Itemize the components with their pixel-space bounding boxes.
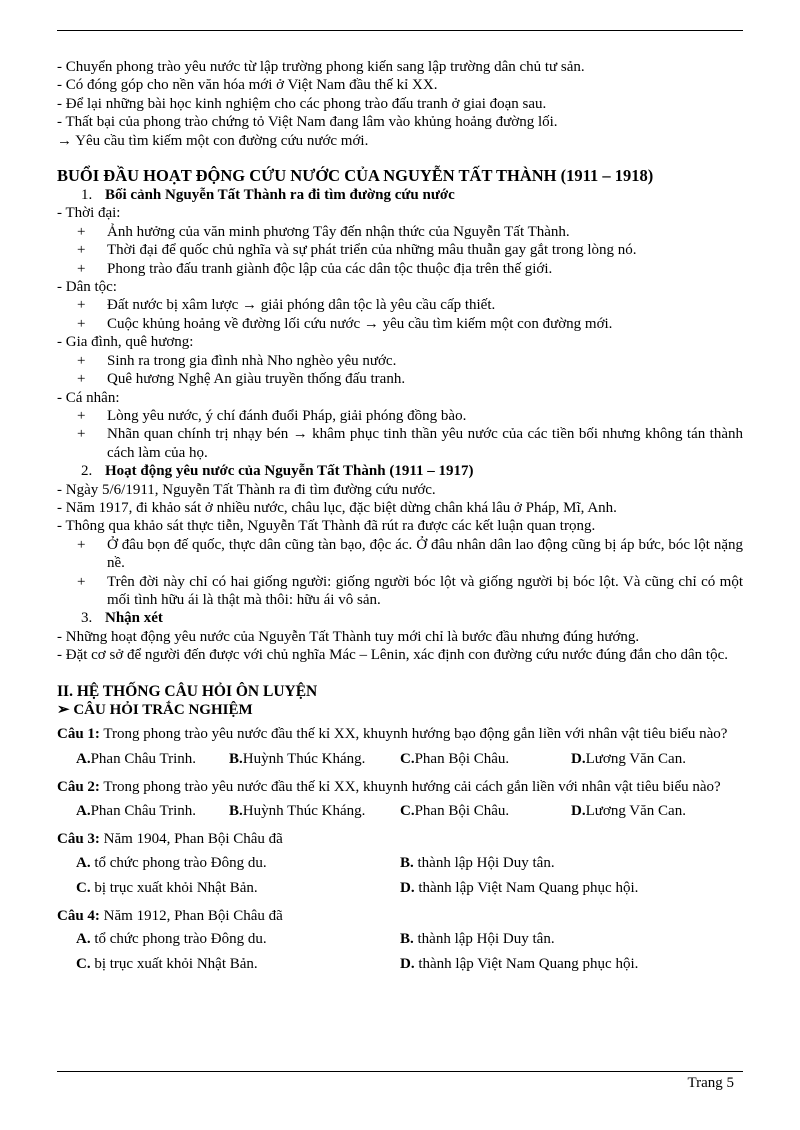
activity-line: - Ngày 5/6/1911, Nguyễn Tất Thành ra đi tìm đường cứu nước. xyxy=(57,481,436,498)
header-rule xyxy=(57,30,743,31)
bullet-item xyxy=(57,370,743,388)
options-row xyxy=(57,927,743,952)
question-label: Câu 2: xyxy=(57,778,100,795)
plus-icon: + xyxy=(77,315,86,332)
option-text: thành lập Việt Nam Quang phục hội. xyxy=(414,879,639,896)
subsection-2 xyxy=(57,462,743,480)
option-c[interactable] xyxy=(76,876,400,901)
option-letter: C. xyxy=(76,879,91,896)
intro-line: - Để lại những bài học kinh nghiệm cho các phong trào đấu tranh ở giai đoạn sau. xyxy=(57,95,547,112)
option-letter: D. xyxy=(571,803,586,820)
option-d[interactable] xyxy=(400,952,638,977)
option-c[interactable] xyxy=(400,746,571,772)
section-heading: BUỔI ĐẦU HOẠT ĐỘNG CỨU NƯỚC CỦA NGUYỄN TẤT THÀNH (1911 – 1918) xyxy=(57,166,654,186)
plus-icon: + xyxy=(77,407,86,424)
option-letter: B. xyxy=(400,854,414,871)
options-row xyxy=(57,746,743,772)
subsection-number: 1. xyxy=(81,187,93,204)
question-4 xyxy=(57,905,743,928)
subsection-number: 3. xyxy=(81,610,93,627)
bullet-text: Trên đời này chỉ có hai giống người: giống người bóc lột và giống người bị bóc lột. Và cũng chỉ có một mối tình hữu ái là thật mà thôi: hữu ái vô sản. xyxy=(107,573,743,608)
plus-icon: + xyxy=(77,242,86,259)
activity-line: - Năm 1917, đi khảo sát ở nhiều nước, châu lục, đặc biệt dừng chân khá lâu ở Pháp, Mĩ, Anh. xyxy=(57,499,617,516)
option-letter: A. xyxy=(76,931,91,948)
option-letter: A. xyxy=(76,854,91,871)
option-letter: B. xyxy=(229,803,243,820)
option-text: Phan Châu Trinh. xyxy=(90,750,197,767)
intro-line: - Có đóng góp cho nền văn hóa mới ở Việt Nam đầu thế kỉ XX. xyxy=(57,77,438,94)
option-c[interactable] xyxy=(400,798,571,824)
bullet-item xyxy=(57,425,743,462)
options-row xyxy=(57,851,743,876)
bullet-item xyxy=(57,260,743,278)
option-letter: D. xyxy=(571,750,586,767)
option-letter: A. xyxy=(76,803,91,820)
subsection-title: Bối cảnh Nguyễn Tất Thành ra đi tìm đường cứu nước xyxy=(105,187,455,204)
plus-icon: + xyxy=(77,573,86,590)
option-d[interactable] xyxy=(571,798,686,824)
option-letter: A. xyxy=(76,750,91,767)
option-d[interactable] xyxy=(400,876,638,901)
option-letter: B. xyxy=(400,931,414,948)
bullet-text: Lòng yêu nước, ý chí đánh đuổi Pháp, giải phóng đồng bào. xyxy=(107,407,467,424)
option-d[interactable] xyxy=(571,746,686,772)
bullet-text: Nhãn quan chính trị nhạy bén → khâm phục tinh thần yêu nước của các tiền bối nhưng không tán thành cách làm của họ. xyxy=(107,426,743,461)
page-number: Trang 5 xyxy=(687,1075,734,1091)
bullet-text: Đất nước bị xâm lược → giải phóng dân tộc là yêu cầu cấp thiết. xyxy=(107,297,496,314)
bullet-item xyxy=(57,407,743,425)
option-b[interactable] xyxy=(229,746,400,772)
option-letter: D. xyxy=(400,956,415,973)
options-row xyxy=(57,952,743,977)
option-a[interactable] xyxy=(76,746,229,772)
page-content xyxy=(57,58,743,977)
option-letter: C. xyxy=(76,956,91,973)
option-text: bị trục xuất khỏi Nhật Bản. xyxy=(90,879,258,896)
bullet-item xyxy=(57,573,743,610)
plus-icon: + xyxy=(77,536,86,553)
mc-heading: ➢ CÂU HỎI TRẮC NGHIỆM xyxy=(57,702,253,718)
option-letter: B. xyxy=(229,750,243,767)
plus-icon: + xyxy=(77,297,86,314)
option-a[interactable] xyxy=(76,851,400,876)
remark-line: - Đặt cơ sở để người đến được với chủ nghĩa Mác – Lênin, xác định con đường cứu nước đúng đắn cho dân tộc. xyxy=(57,647,729,664)
option-b[interactable] xyxy=(229,798,400,824)
option-b[interactable] xyxy=(400,851,555,876)
question-2 xyxy=(57,776,743,799)
subsection-number: 2. xyxy=(81,463,93,480)
option-text: thành lập Việt Nam Quang phục hội. xyxy=(414,956,639,973)
remark-line: - Những hoạt động yêu nước của Nguyễn Tất Thành tuy mới chỉ là bước đầu nhưng đúng hướng. xyxy=(57,628,640,645)
question-3 xyxy=(57,828,743,851)
question-text: Trong phong trào yêu nước đầu thế kỉ XX, khuynh hướng bạo động gắn liền với nhân vật tiêu biểu nào? xyxy=(99,726,728,743)
question-label: Câu 1: xyxy=(57,726,100,743)
option-text: Huỳnh Thúc Kháng. xyxy=(242,750,366,767)
bullet-text: Cuộc khủng hoảng về đường lối cứu nước → yêu cầu tìm kiếm một con đường mới. xyxy=(107,315,613,332)
option-text: thành lập Hội Duy tân. xyxy=(413,854,555,871)
option-letter: C. xyxy=(400,750,415,767)
plus-icon: + xyxy=(77,371,86,388)
option-text: Phan Bội Châu. xyxy=(414,803,510,820)
question-text: Năm 1904, Phan Bội Châu đã xyxy=(99,831,283,848)
subsection-3 xyxy=(57,609,743,627)
plus-icon: + xyxy=(77,260,86,277)
question-text: Trong phong trào yêu nước đầu thế kỉ XX, khuynh hướng cải cách gắn liền với nhân vật tiêu biểu nào? xyxy=(99,778,721,795)
intro-line: → Yêu cầu tìm kiếm một con đường cứu nước mới. xyxy=(57,132,369,149)
options-row xyxy=(57,798,743,824)
bullet-item xyxy=(57,352,743,370)
option-text: Lương Văn Can. xyxy=(585,803,686,820)
option-a[interactable] xyxy=(76,798,229,824)
bullet-text: Ảnh hưởng của văn minh phương Tây đến nhận thức của Nguyễn Tất Thành. xyxy=(107,223,570,240)
bullet-text: Phong trào đấu tranh giành độc lập của các dân tộc thuộc địa trên thế giới. xyxy=(107,260,553,277)
option-text: Phan Châu Trinh. xyxy=(90,803,197,820)
option-text: Lương Văn Can. xyxy=(585,750,686,767)
activity-line: - Thông qua khảo sát thực tiễn, Nguyễn Tất Thành đã rút ra được các kết luận quan trọng. xyxy=(57,518,596,535)
intro-line: - Chuyển phong trào yêu nước từ lập trường phong kiến sang lập trường dân chủ tư sản. xyxy=(57,59,585,75)
option-text: tổ chức phong trào Đông du. xyxy=(90,854,267,871)
option-b[interactable] xyxy=(400,927,555,952)
bullet-text: Quê hương Nghệ An giàu truyền thống đấu tranh. xyxy=(107,371,406,388)
option-letter: C. xyxy=(400,803,415,820)
bullet-item xyxy=(57,315,743,333)
option-text: tổ chức phong trào Đông du. xyxy=(90,931,267,948)
plus-icon: + xyxy=(77,426,86,443)
option-text: Huỳnh Thúc Kháng. xyxy=(242,803,366,820)
plus-icon: + xyxy=(77,352,86,369)
category-label: - Gia đình, quê hương: xyxy=(57,334,194,351)
bullet-text: Thời đại để quốc chủ nghĩa và sự phát triển của những mâu thuẫn gay gắt trong lòng nó. xyxy=(107,242,637,259)
question-text: Năm 1912, Phan Bội Châu đã xyxy=(99,907,283,924)
subsection-title: Nhận xét xyxy=(105,610,163,627)
question-label: Câu 4: xyxy=(57,907,100,924)
option-text: Phan Bội Châu. xyxy=(414,750,510,767)
subsection-title: Hoạt động yêu nước của Nguyễn Tất Thành (1911 – 1917) xyxy=(105,463,474,480)
option-a[interactable] xyxy=(76,927,400,952)
bullet-item xyxy=(57,296,743,314)
subsection-1 xyxy=(57,186,743,204)
plus-icon: + xyxy=(77,223,86,240)
category-label: - Thời đại: xyxy=(57,205,121,222)
intro-line: - Thất bại của phong trào chứng tỏ Việt Nam đang lâm vào khủng hoảng đường lối. xyxy=(57,114,558,131)
section-2-heading: II. HỆ THỐNG CÂU HỎI ÔN LUYỆN xyxy=(57,682,318,700)
question-1 xyxy=(57,723,743,746)
option-text: thành lập Hội Duy tân. xyxy=(413,931,555,948)
option-c[interactable] xyxy=(76,952,400,977)
bullet-text: Sinh ra trong gia đình nhà Nho nghèo yêu nước. xyxy=(107,352,397,369)
bullet-item xyxy=(57,223,743,241)
category-label: - Cá nhân: xyxy=(57,389,120,406)
question-label: Câu 3: xyxy=(57,831,100,848)
bullet-text: Ở đâu bọn đế quốc, thực dân cũng tàn bạo, độc ác. Ở đâu nhân dân lao động cũng bị áp bức, bóc lột nặng nề. xyxy=(107,536,743,572)
option-letter: D. xyxy=(400,879,415,896)
option-text: bị trục xuất khỏi Nhật Bản. xyxy=(90,956,258,973)
footer-rule xyxy=(57,1071,743,1072)
bullet-item xyxy=(57,241,743,259)
bullet-item xyxy=(57,536,743,573)
category-label: - Dân tộc: xyxy=(57,279,117,296)
options-row xyxy=(57,876,743,901)
